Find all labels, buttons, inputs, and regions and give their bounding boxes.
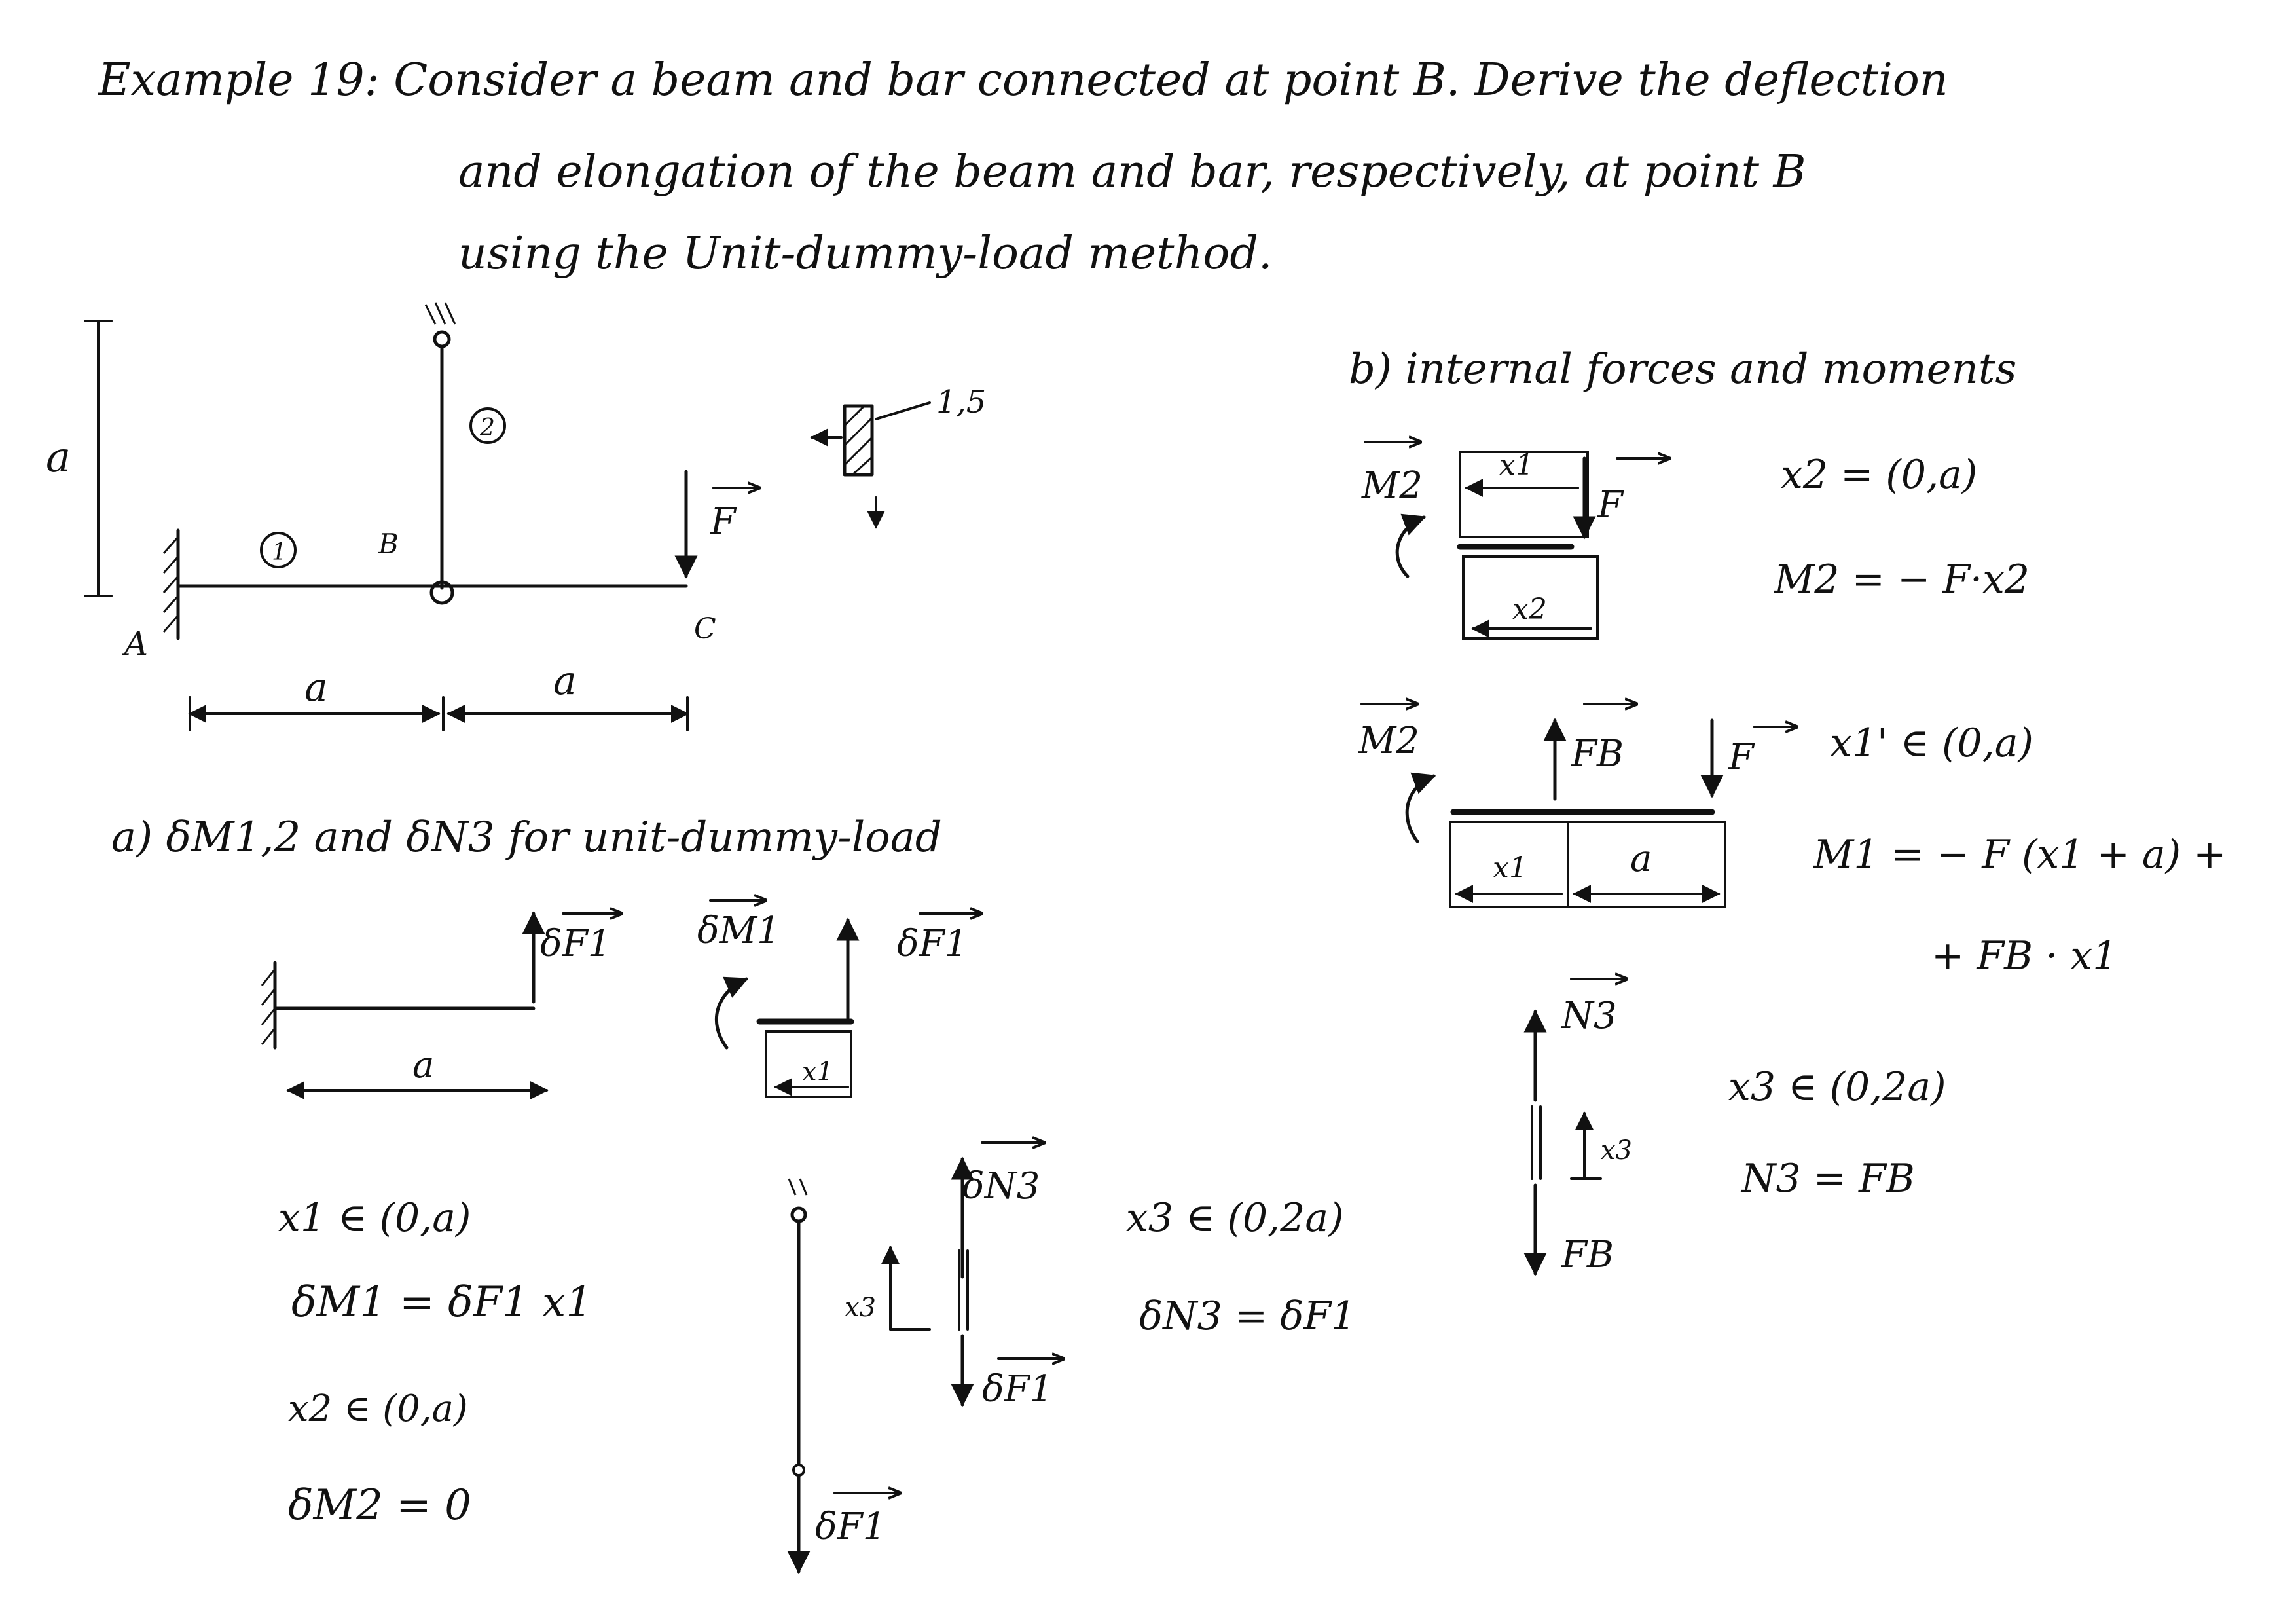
- bar-top-force-label: δN3: [962, 1165, 1040, 1208]
- dimension-left-label: a: [304, 665, 328, 710]
- coord-x2-label: x2: [1512, 593, 1547, 626]
- cut-coord-label: x1: [802, 1057, 834, 1087]
- moment-M2-arrow: [1397, 517, 1424, 576]
- eq-M1-part1: M1 = − F (x1 + a) +: [1813, 832, 2227, 877]
- eq-x2-domain-b: x2 = (0,a): [1781, 452, 1978, 498]
- cut-moment-label: δM1: [697, 910, 780, 952]
- part-b-heading: b) internal forces and moments: [1349, 345, 2017, 394]
- cantilever-force-label: δF1: [540, 923, 611, 965]
- point-C-label: C: [694, 612, 716, 646]
- eq-dN3: δN3 = δF1: [1139, 1293, 1357, 1339]
- eq-x2-domain: x2 ∈ (0,a): [288, 1388, 468, 1430]
- part-a-section: [111, 813, 1356, 1572]
- load-F-label: F: [710, 500, 736, 543]
- point-B-label: B: [378, 528, 399, 560]
- hatched-element-icon: [812, 403, 930, 527]
- bar-cut-force-label: δF1: [982, 1368, 1053, 1411]
- eq-x3-domain-b: x3 ∈ (0,2a): [1728, 1064, 1946, 1110]
- eq-x3-domain-a: x3 ∈ (0,2a): [1126, 1195, 1344, 1241]
- moment-M2b-arrow: [1407, 776, 1434, 841]
- dimension-right-label: a: [553, 658, 577, 704]
- title-line-3: using the Unit-dummy-load method.: [458, 228, 1273, 280]
- force-FB-label: FB: [1571, 733, 1624, 775]
- cut-moment-arrow: [716, 979, 746, 1048]
- dim-a-label: a: [1630, 838, 1652, 880]
- hatch-note-label: 1,5: [936, 384, 987, 420]
- bar-bottom-force-label: δF1: [815, 1505, 886, 1548]
- bar-number-label: 2: [480, 415, 495, 441]
- eq-N3: N3 = FB: [1741, 1156, 1915, 1202]
- force-F-label: F: [1597, 484, 1623, 526]
- vertical-dimension-label: a: [46, 434, 71, 482]
- part-b-section: [1349, 345, 2226, 1276]
- problem-statement: [97, 54, 1948, 280]
- cantilever-dim-label: a: [412, 1044, 435, 1086]
- title-line-1: Example 19: Consider a beam and bar connected at point B. Derive the deflection: [98, 54, 1948, 106]
- eq-M2: M2 = − F·x2: [1774, 557, 2030, 602]
- force-F2-label: F: [1728, 736, 1754, 779]
- eq-x1prime-domain: x1' ∈ (0,a): [1830, 720, 2033, 766]
- eq-x1-domain: x1 ∈ (0,a): [278, 1195, 471, 1241]
- bar-FB-label: FB: [1561, 1234, 1614, 1276]
- cut-force-label: δF1: [897, 923, 968, 965]
- eq-dM2: δM2 = 0: [288, 1481, 471, 1530]
- bar-pin-support-icon: [789, 1179, 807, 1221]
- moment-M2b-label: M2: [1358, 720, 1419, 762]
- bar-coord-label: x3: [845, 1293, 877, 1323]
- point-A-label: A: [124, 625, 149, 663]
- bar-N3-label: N3: [1561, 995, 1617, 1037]
- title-line-2: and elongation of the beam and bar, respectively, at point B: [458, 146, 1806, 198]
- top-pin-support-icon: [426, 303, 455, 346]
- fixed-support-A-icon: [164, 530, 178, 638]
- coord-x1-label: x1: [1499, 449, 1534, 482]
- eq-dM1: δM1 = δF1 x1: [291, 1278, 592, 1327]
- part-a-heading: a) δM1,2 and δN3 for unit-dummy-load: [111, 813, 942, 862]
- moment-M2-label: M2: [1362, 464, 1423, 507]
- system-sketch: [46, 303, 986, 730]
- bar-x3-label: x3: [1601, 1135, 1633, 1166]
- eq-M1-part2: + FB · x1: [1931, 933, 2118, 979]
- beam-number-label: 1: [272, 539, 287, 566]
- coord-x1b-label: x1: [1493, 851, 1527, 885]
